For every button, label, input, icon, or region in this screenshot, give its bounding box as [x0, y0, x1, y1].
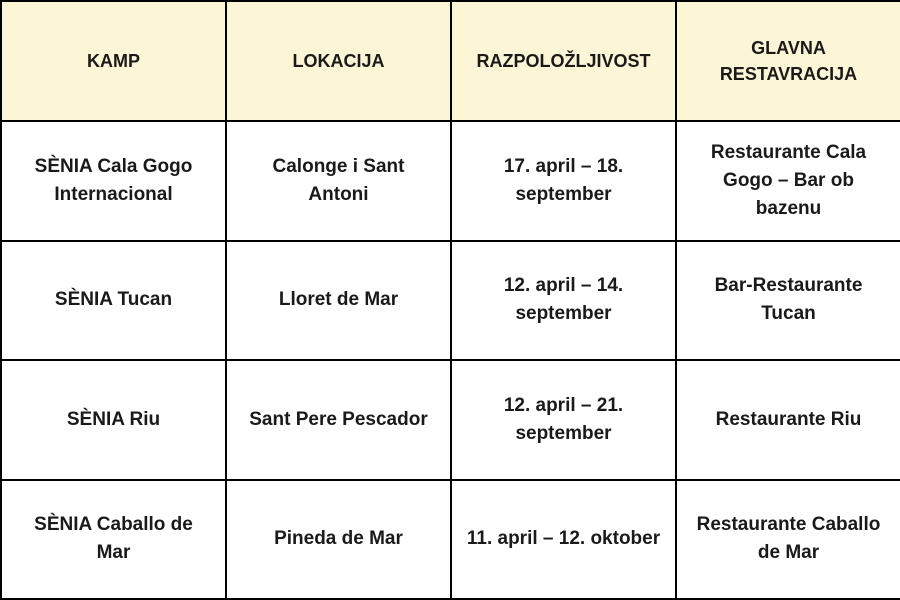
header-cell-camp: KAMP [1, 1, 226, 121]
header-cell-availability: RAZPOLOŽLJIVOST [451, 1, 676, 121]
camp-name-cell: SÈNIA Riu [1, 360, 226, 480]
restaurant-cell: Restaurante Cala Gogo – Bar ob bazenu [676, 121, 900, 241]
availability-cell: 12. april – 14. september [451, 241, 676, 361]
location-cell: Calonge i Sant Antoni [226, 121, 451, 241]
availability-cell: 17. april – 18. september [451, 121, 676, 241]
restaurant-cell: Restaurante Riu [676, 360, 900, 480]
table-row [1, 241, 900, 361]
table-row [1, 121, 900, 241]
location-cell: Sant Pere Pescador [226, 360, 451, 480]
header-cell-main-restaurant: GLAVNA RESTAVRACIJA [676, 1, 900, 121]
table-row [1, 480, 900, 600]
table-row [1, 360, 900, 480]
camp-name-cell: SÈNIA Caballo de Mar [1, 480, 226, 600]
restaurant-cell: Restaurante Caballo de Mar [676, 480, 900, 600]
restaurant-cell: Bar-Restaurante Tucan [676, 241, 900, 361]
header-cell-location: LOKACIJA [226, 1, 451, 121]
availability-cell: 11. april – 12. oktober [451, 480, 676, 600]
location-cell: Lloret de Mar [226, 241, 451, 361]
camp-name-cell: SÈNIA Cala Gogo Internacional [1, 121, 226, 241]
camp-name-cell: SÈNIA Tucan [1, 241, 226, 361]
header-row [1, 1, 900, 121]
availability-cell: 12. april – 21. september [451, 360, 676, 480]
location-cell: Pineda de Mar [226, 480, 451, 600]
